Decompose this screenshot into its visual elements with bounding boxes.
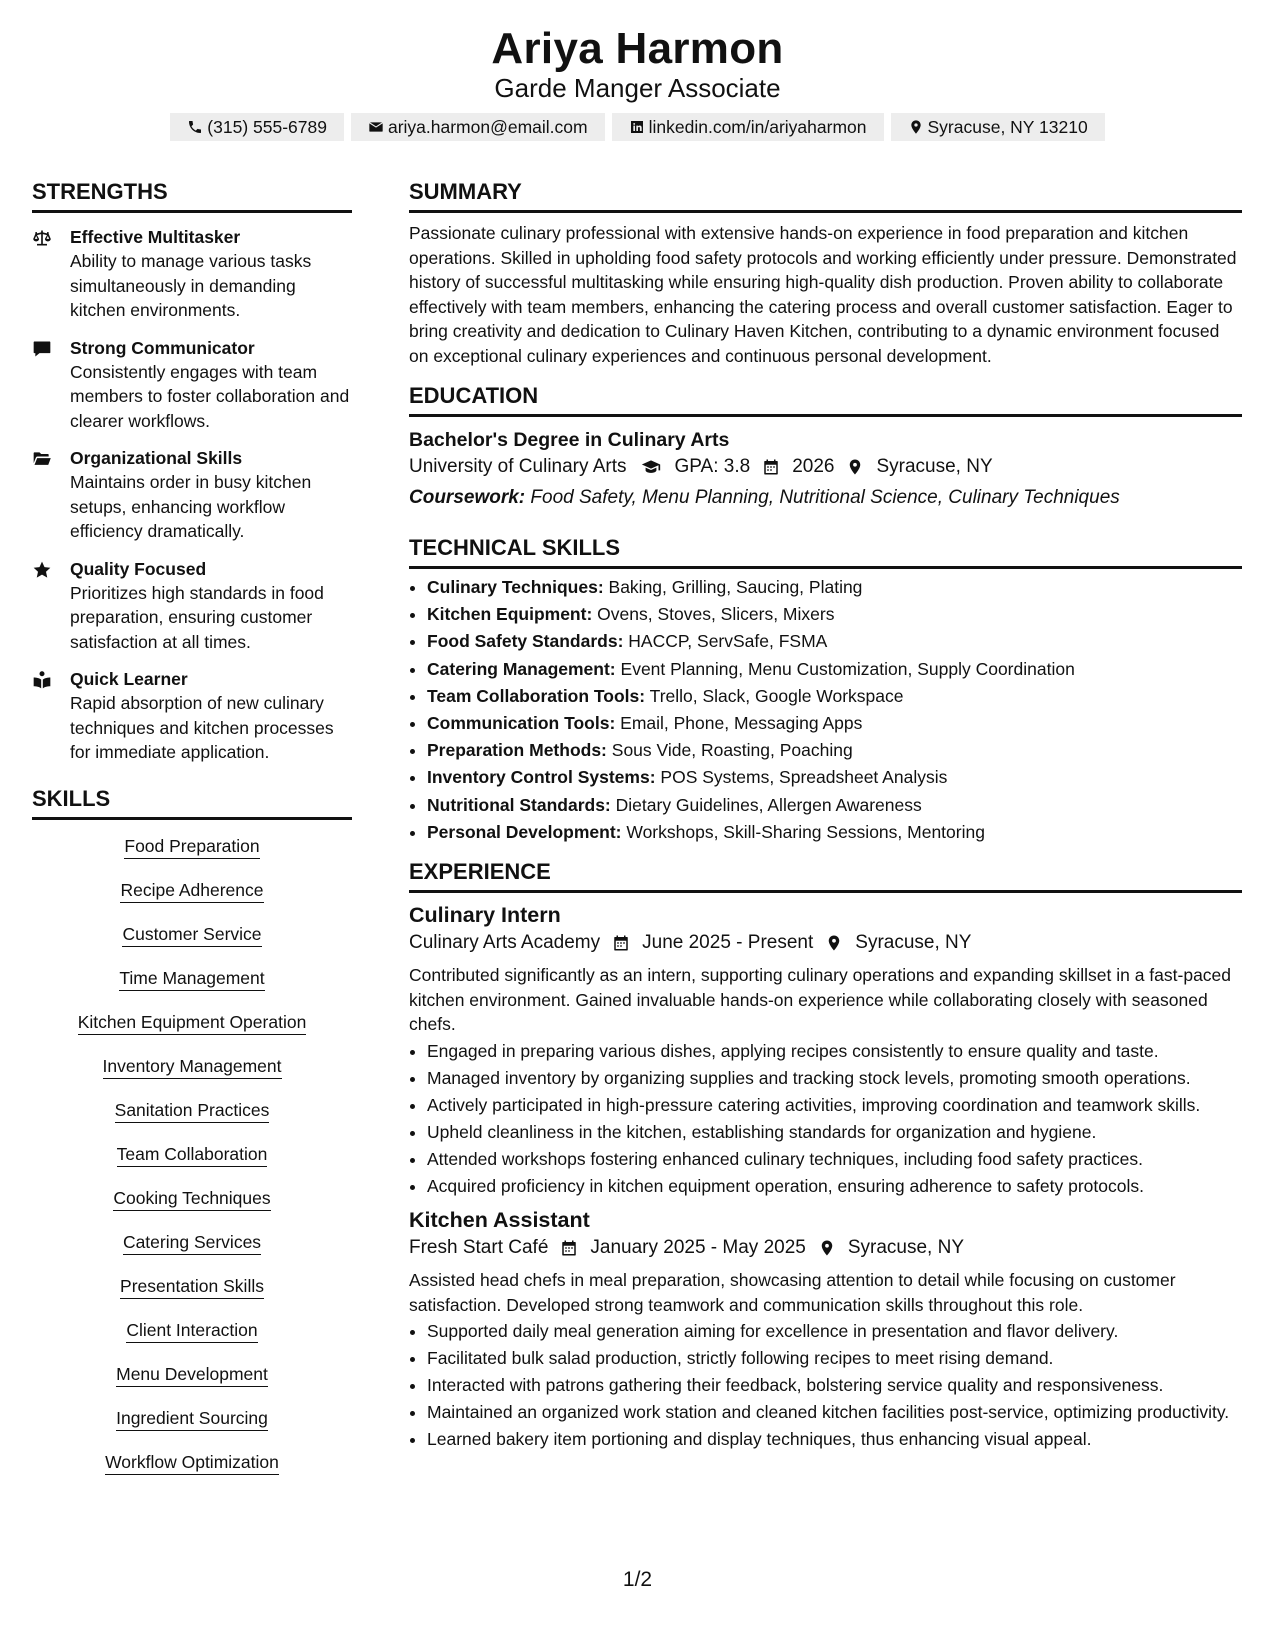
star-icon xyxy=(32,560,52,580)
graduation-year: 2026 xyxy=(792,456,835,477)
education-heading: EDUCATION xyxy=(409,382,1242,417)
skills-list xyxy=(32,834,352,1494)
skill-tag: Menu Development xyxy=(116,1362,268,1387)
skill-tag: Cooking Techniques xyxy=(113,1186,270,1211)
skill-tag: Ingredient Sourcing xyxy=(116,1406,268,1431)
skill-tag: Inventory Management xyxy=(103,1054,282,1079)
job-bullets xyxy=(409,1319,1242,1452)
technical-skills-list xyxy=(409,575,1242,844)
list-item: • Managed inventory by organizing supplies and tracking stock levels, promoting smooth operations. xyxy=(427,1066,1242,1091)
skill-tag: Recipe Adherence xyxy=(120,878,263,903)
contact-bar xyxy=(0,113,1275,141)
skill-tag: Time Management xyxy=(119,966,264,991)
strength-title: Quick Learner xyxy=(70,669,188,689)
candidate-title: Garde Manger Associate xyxy=(494,73,781,103)
envelope-icon xyxy=(368,119,384,135)
job-title: Kitchen Assistant xyxy=(409,1208,590,1233)
map-marker-icon xyxy=(908,119,924,135)
strength-item xyxy=(32,336,352,434)
skill-tag: Presentation Skills xyxy=(120,1274,264,1299)
strength-desc: Ability to manage various tasks simultaneously in demanding kitchen environments. xyxy=(70,251,312,320)
list-item: • Communication Tools: Email, Phone, Messaging Apps xyxy=(427,711,1242,736)
skill-tag: Customer Service xyxy=(122,922,261,947)
job-dates: June 2025 - Present xyxy=(642,932,814,954)
calendar-icon xyxy=(560,1239,578,1257)
comment-icon xyxy=(32,339,52,359)
list-item: • Inventory Control Systems: POS Systems, Spreadsheet Analysis xyxy=(427,765,1242,790)
calendar-icon xyxy=(612,934,630,952)
list-item: • Nutritional Standards: Dietary Guidelines, Allergen Awareness xyxy=(427,793,1242,818)
location-chip xyxy=(891,113,1105,141)
candidate-name: Ariya Harmon xyxy=(491,24,784,73)
education-location: Syracuse, NY xyxy=(876,456,993,477)
coursework-label: Coursework: xyxy=(409,487,526,508)
list-item: • Upheld cleanliness in the kitchen, establishing standards for organization and hygiene. xyxy=(427,1120,1242,1145)
school-name: University of Culinary Arts xyxy=(409,456,627,477)
job-entry xyxy=(409,1206,1242,1452)
skill-tag: Client Interaction xyxy=(126,1318,257,1343)
job-description: Assisted head chefs in meal preparation, showcasing attention to detail while focusing on customer satisfaction. Developed strong teamwork and communication skills throughout this role. xyxy=(409,1270,1176,1315)
right-column xyxy=(409,178,1242,1454)
strength-desc: Rapid absorption of new culinary techniques and kitchen processes for immediate application. xyxy=(70,693,334,762)
job-meta xyxy=(409,1234,1242,1262)
strength-title: Organizational Skills xyxy=(70,448,243,468)
strength-item xyxy=(32,225,352,323)
strength-title: Quality Focused xyxy=(70,558,207,579)
list-item: • Attended workshops fostering enhanced culinary techniques, including food safety practices. xyxy=(427,1147,1242,1172)
job-location: Syracuse, NY xyxy=(847,1237,965,1259)
list-item: • Learned bakery item portioning and display techniques, thus enhancing visual appeal. xyxy=(427,1427,1242,1452)
coursework-text: Food Safety, Menu Planning, Nutritional Science, Culinary Techniques xyxy=(530,487,1120,508)
summary-heading: SUMMARY xyxy=(409,178,1242,213)
strength-item xyxy=(32,557,352,655)
technical-skills-heading: TECHNICAL SKILLS xyxy=(409,534,1242,569)
phone-icon xyxy=(187,119,203,135)
strength-desc: Consistently engages with team members to foster collaboration and clearer workflows. xyxy=(70,361,350,431)
skill-tag: Workflow Optimization xyxy=(105,1450,279,1475)
strength-desc: Prioritizes high standards in food preparation, ensuring customer satisfaction at all times. xyxy=(70,582,324,652)
folder-open-icon xyxy=(32,449,52,469)
list-item: • Supported daily meal generation aiming for excellence in presentation and flavor delivery. xyxy=(427,1319,1242,1344)
skill-tag: Team Collaboration xyxy=(117,1142,268,1167)
skills-heading: SKILLS xyxy=(32,785,352,820)
map-marker-icon xyxy=(846,458,864,476)
experience-section xyxy=(409,858,1242,1452)
list-item: • Food Safety Standards: HACCP, ServSafe, FSMA xyxy=(427,629,1242,654)
company-name: Fresh Start Café xyxy=(409,1237,549,1259)
calendar-icon xyxy=(762,458,780,476)
job-entry xyxy=(409,901,1242,1198)
list-item: • Personal Development: Workshops, Skill-Sharing Sessions, Mentoring xyxy=(427,820,1242,845)
strength-item xyxy=(32,667,352,765)
skill-tag: Sanitation Practices xyxy=(115,1098,270,1123)
skill-tag: Kitchen Equipment Operation xyxy=(78,1010,307,1035)
experience-heading: EXPERIENCE xyxy=(409,858,1242,893)
linkedin-icon xyxy=(629,119,645,135)
map-marker-icon xyxy=(825,934,843,952)
technical-skills-section xyxy=(409,534,1242,844)
map-marker-icon xyxy=(818,1239,836,1257)
list-item: • Interacted with patrons gathering their feedback, bolstering service quality and responsiveness. xyxy=(427,1373,1242,1398)
list-item: • Kitchen Equipment: Ovens, Stoves, Slicers, Mixers xyxy=(427,602,1242,627)
phone-chip[interactable] xyxy=(170,113,344,141)
education-section xyxy=(409,382,1242,512)
summary-section xyxy=(409,178,1242,368)
list-item: • Facilitated bulk salad production, strictly following recipes to meet rising demand. xyxy=(427,1346,1242,1371)
left-column xyxy=(32,178,352,1494)
coursework-line xyxy=(409,484,1242,512)
linkedin-chip[interactable] xyxy=(612,113,884,141)
skill-tag: Catering Services xyxy=(123,1230,261,1255)
education-meta xyxy=(409,453,1242,481)
strengths-section xyxy=(32,178,352,765)
strength-title: Strong Communicator xyxy=(70,337,255,358)
job-title: Culinary Intern xyxy=(409,903,561,928)
page-number: 1/2 xyxy=(622,1568,653,1591)
strength-title: Effective Multitasker xyxy=(70,227,241,247)
skills-section xyxy=(32,785,352,1494)
job-meta xyxy=(409,929,1242,957)
graduation-cap-icon xyxy=(639,457,663,477)
list-item: • Maintained an organized work station and cleaned kitchen facilities post-service, optimizing productivity. xyxy=(427,1400,1242,1425)
list-item: • Catering Management: Event Planning, Menu Customization, Supply Coordination xyxy=(427,657,1242,682)
company-name: Culinary Arts Academy xyxy=(409,932,601,954)
gpa-text: GPA: 3.8 xyxy=(674,456,751,477)
email-text: ariya.harmon@email.com xyxy=(387,116,588,137)
strength-desc: Maintains order in busy kitchen setups, enhancing workflow efficiency dramatically. xyxy=(70,472,312,541)
job-bullets xyxy=(409,1039,1242,1199)
linkedin-text: linkedin.com/in/ariyaharmon xyxy=(648,116,867,137)
list-item: • Team Collaboration Tools: Trello, Slack, Google Workspace xyxy=(427,684,1242,709)
job-dates: January 2025 - May 2025 xyxy=(590,1237,806,1259)
summary-text: Passionate culinary professional with extensive hands-on experience in food preparation and kitchen operations. Skilled in upholding food safety protocols and working efficiently under pressure. Demonstrated history of successful multitasking while ensuring high-quality dish production. Proven ability to collaborate effectively with team members, enhancing the catering process and overall customer satisfaction. Eager to bring creativity and dedication to Culinary Haven Kitchen, contributing to a dynamic environment focused on exceptional culinary experiences and continuous personal development. xyxy=(409,223,1237,366)
list-item: • Engaged in preparing various dishes, applying recipes consistently to ensure quality and taste. xyxy=(427,1039,1242,1064)
list-item: • Acquired proficiency in kitchen equipment operation, ensuring adherence to safety protocols. xyxy=(427,1174,1242,1199)
list-item: • Preparation Methods: Sous Vide, Roasting, Poaching xyxy=(427,738,1242,763)
job-description: Contributed significantly as an intern, supporting culinary operations and expanding skillset in a fast-paced kitchen environment. Gained invaluable hands-on experience while collaborating closely with seasoned chefs. xyxy=(409,965,1232,1035)
strength-item xyxy=(32,446,352,544)
phone-text: (315) 555-6789 xyxy=(207,116,327,137)
job-location: Syracuse, NY xyxy=(855,932,972,954)
email-chip[interactable] xyxy=(351,113,605,141)
degree-title: Bachelor's Degree in Culinary Arts xyxy=(409,429,730,451)
strengths-heading: STRENGTHS xyxy=(32,178,352,213)
list-item: • Actively participated in high-pressure catering activities, improving coordination and teamwork skills. xyxy=(427,1093,1242,1118)
list-item: • Culinary Techniques: Baking, Grilling, Saucing, Plating xyxy=(427,575,1242,600)
balance-scale-icon xyxy=(32,228,52,248)
location-text: Syracuse, NY 13210 xyxy=(927,116,1088,137)
book-reader-icon xyxy=(32,670,52,690)
skill-tag: Food Preparation xyxy=(124,834,259,859)
strengths-list xyxy=(32,225,352,765)
